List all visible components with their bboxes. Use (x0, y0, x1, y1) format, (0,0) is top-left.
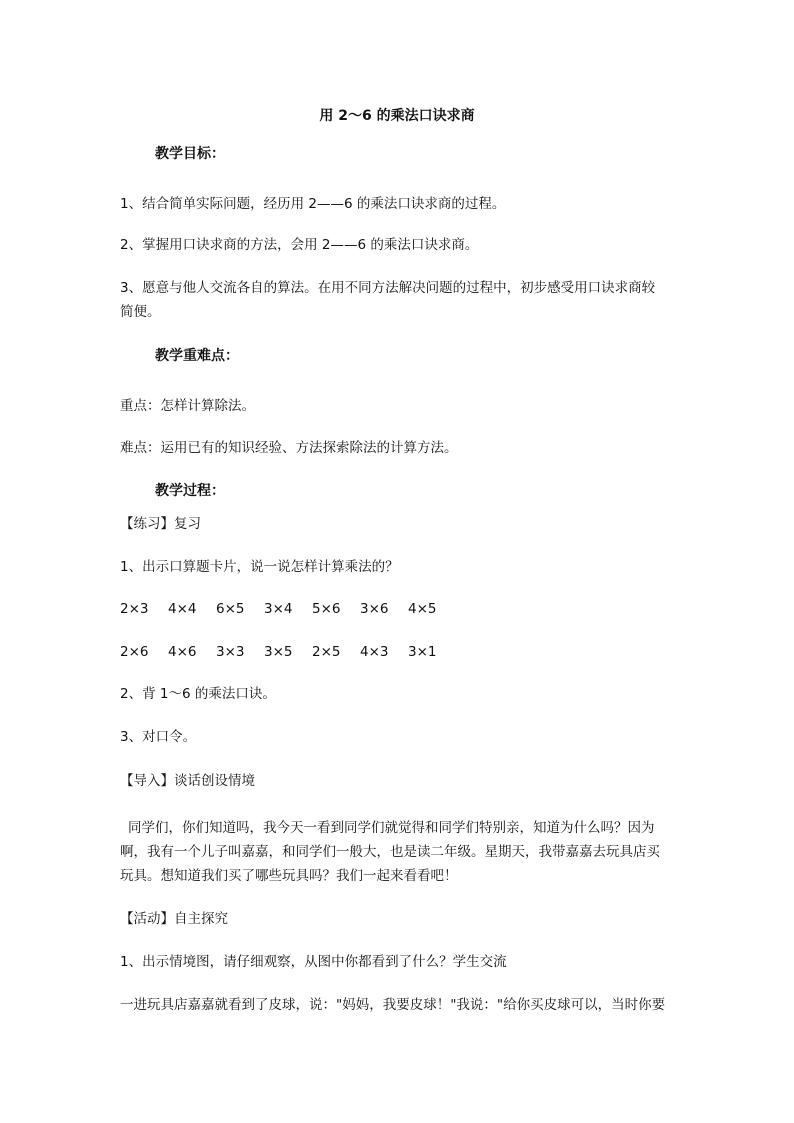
math-card: 3×3 (216, 644, 245, 660)
process-heading: 教学过程： (155, 483, 225, 499)
page-title: 用 2～6 的乘法口诀求商 (319, 108, 475, 124)
goal-item-3: 3、愿意与他人交流各自的算法。在用不同方法解决问题的过程中，初步感受用口诀求商较 (120, 280, 656, 296)
practice-section-label: 【练习】复习 (120, 516, 201, 532)
practice-item-3: 3、对口令。 (120, 729, 197, 745)
mental-math-row-2 (120, 642, 456, 662)
goal-item-3-continued: 简便。 (120, 304, 161, 320)
math-card: 3×4 (264, 601, 293, 617)
math-card: 2×5 (312, 644, 341, 660)
intro-paragraph-line-1: 同学们，你们知道吗，我今天一看到同学们就觉得和同学们特别亲，知道为什么吗？因为 (128, 820, 655, 836)
mental-math-row-1 (120, 599, 456, 619)
math-card: 3×1 (408, 644, 437, 660)
activity-section-label: 【活动】自主探究 (120, 911, 228, 927)
math-card: 4×3 (360, 644, 389, 660)
key-points-heading: 教学重难点： (155, 348, 239, 364)
math-card: 3×6 (360, 601, 389, 617)
math-card: 2×6 (120, 644, 149, 660)
intro-section-label: 【导入】谈话创设情境 (120, 773, 255, 789)
goals-heading: 教学目标： (155, 146, 225, 162)
goal-item-1: 1、结合简单实际问题，经历用 2——6 的乘法口诀求商的过程。 (120, 196, 506, 212)
math-card: 4×4 (168, 601, 197, 617)
activity-item-1: 1、出示情境图，请仔细观察，从图中你都看到了什么？学生交流 (120, 954, 507, 970)
goal-item-2: 2、掌握用口诀求商的方法，会用 2——6 的乘法口诀求商。 (120, 237, 479, 253)
practice-item-2: 2、背 1～6 的乘法口诀。 (120, 686, 276, 702)
intro-paragraph-line-2: 啊，我有一个儿子叫嘉嘉，和同学们一般大，也是读二年级。星期天，我带嘉嘉去玩具店买 (120, 844, 660, 860)
difficult-point-item: 难点：运用已有的知识经验、方法探索除法的计算方法。 (120, 440, 458, 456)
math-card: 3×5 (264, 644, 293, 660)
practice-item-1: 1、出示口算题卡片，说一说怎样计算乘法的？ (120, 559, 399, 575)
key-point-item: 重点：怎样计算除法。 (120, 398, 255, 414)
math-card: 4×6 (168, 644, 197, 660)
math-card: 4×5 (408, 601, 437, 617)
intro-paragraph-line-3: 玩具。想知道我们买了哪些玩具吗？我们一起来看看吧！ (120, 868, 458, 884)
math-card: 2×3 (120, 601, 149, 617)
activity-story-line: 一进玩具店嘉嘉就看到了皮球，说："妈妈，我要皮球！"我说："给你买皮球可以，当时你要 (120, 997, 666, 1013)
math-card: 6×5 (216, 601, 245, 617)
math-card: 5×6 (312, 601, 341, 617)
